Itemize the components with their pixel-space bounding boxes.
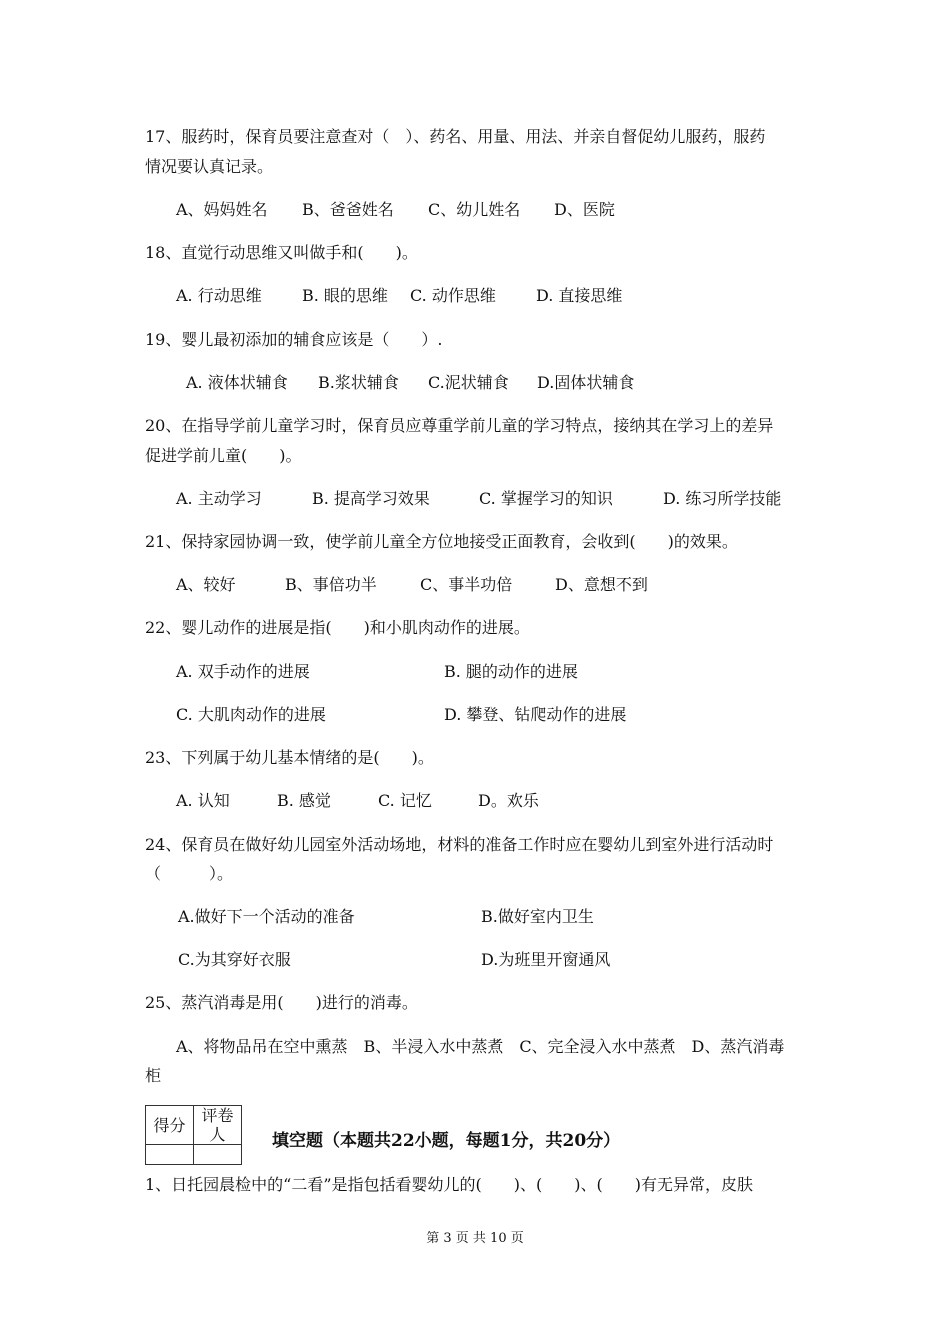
q18-option-c: C. 动作思维 (410, 286, 496, 305)
q25-options-cont: 柜 (145, 1066, 162, 1085)
question-19-text: 19、婴儿最初添加的辅食应该是（ ）. (145, 330, 443, 349)
question-23-text: 23、下列属于幼儿基本情绪的是( )。 (145, 748, 434, 767)
q25-options: A、将物品吊在空中熏蒸 B、半浸入水中蒸煮 C、完全浸入水中蒸煮 D、蒸汽消毒 (176, 1037, 785, 1056)
grader-label: 评卷人 (194, 1106, 242, 1145)
q19-option-d: D.固体状辅食 (537, 373, 635, 392)
question-24-text: 24、保育员在做好幼儿园室外活动场地，材料的准备工作时应在婴幼儿到室外进行活动时 (145, 835, 774, 854)
q23-option-a: A. 认知 (176, 791, 230, 810)
q20-option-a: A. 主动学习 (176, 489, 262, 508)
q20-option-d: D. 练习所学技能 (663, 489, 782, 508)
question-20-text-cont: 促进学前儿童( )。 (145, 446, 302, 465)
section-title: 填空题（本题共22小题，每题1分，共20分） (272, 1131, 621, 1151)
q23-option-c: C. 记忆 (378, 791, 432, 810)
question-25-text: 25、蒸汽消毒是用( )进行的消毒。 (145, 993, 418, 1012)
q21-option-c: C、事半功倍 (420, 575, 513, 594)
q22-option-d: D. 攀登、钻爬动作的进展 (444, 705, 627, 724)
q22-option-c: C. 大肌肉动作的进展 (176, 705, 326, 724)
q17-option-b: B、爸爸姓名 (302, 200, 394, 219)
q24-option-c: C.为其穿好衣服 (178, 950, 291, 969)
q21-option-a: A、较好 (176, 575, 236, 594)
q17-option-a: A、妈妈姓名 (176, 200, 268, 219)
q18-option-d: D. 直接思维 (536, 286, 623, 305)
q18-option-a: A. 行动思维 (176, 286, 262, 305)
question-22-text: 22、婴儿动作的进展是指( )和小肌肉动作的进展。 (145, 618, 530, 637)
q19-option-c: C.泥状辅食 (428, 373, 509, 392)
q22-option-b: B. 腿的动作的进展 (444, 662, 578, 681)
q20-option-c: C. 掌握学习的知识 (479, 489, 613, 508)
question-21-text: 21、保持家园协调一致，使学前儿童全方位地接受正面教育，会收到( )的效果。 (145, 532, 738, 551)
q17-option-d: D、医院 (554, 200, 615, 219)
question-17-text-cont: 情况要认真记录。 (145, 157, 274, 176)
score-cell (146, 1145, 194, 1165)
score-box (145, 1105, 242, 1165)
q20-option-b: B. 提高学习效果 (312, 489, 430, 508)
question-24-text-cont: （ ）。 (145, 864, 234, 883)
question-17-text: 17、服药时，保育员要注意查对（ ）、药名、用量、用法、并亲自督促幼儿服药，服药 (145, 127, 766, 146)
grader-cell (194, 1145, 242, 1165)
question-18-text: 18、直觉行动思维又叫做手和( )。 (145, 243, 418, 262)
q19-option-b: B.浆状辅食 (318, 373, 399, 392)
q24-option-b: B.做好室内卫生 (481, 907, 594, 926)
q22-option-a: A. 双手动作的进展 (176, 662, 310, 681)
q24-option-a: A.做好下一个活动的准备 (178, 907, 355, 926)
q18-option-b: B. 眼的思维 (302, 286, 388, 305)
q23-option-b: B. 感觉 (277, 791, 331, 810)
page-footer: 第 3 页 共 10 页 (426, 1231, 524, 1246)
q19-option-a: A. 液体状辅食 (186, 373, 288, 392)
q21-option-d: D、意想不到 (555, 575, 648, 594)
score-label: 得分 (146, 1106, 194, 1145)
q23-option-d: D。欢乐 (478, 791, 539, 810)
q17-option-c: C、幼儿姓名 (428, 200, 521, 219)
q21-option-b: B、事倍功半 (285, 575, 377, 594)
q24-option-d: D.为班里开窗通风 (481, 950, 611, 969)
fill-question-1-text: 1、日托园晨检中的“二看”是指包括看婴幼儿的( )、( )、( )有无异常，皮肤 (145, 1175, 753, 1194)
question-20-text: 20、在指导学前儿童学习时，保育员应尊重学前儿童的学习特点，接纳其在学习上的差异 (145, 416, 774, 435)
